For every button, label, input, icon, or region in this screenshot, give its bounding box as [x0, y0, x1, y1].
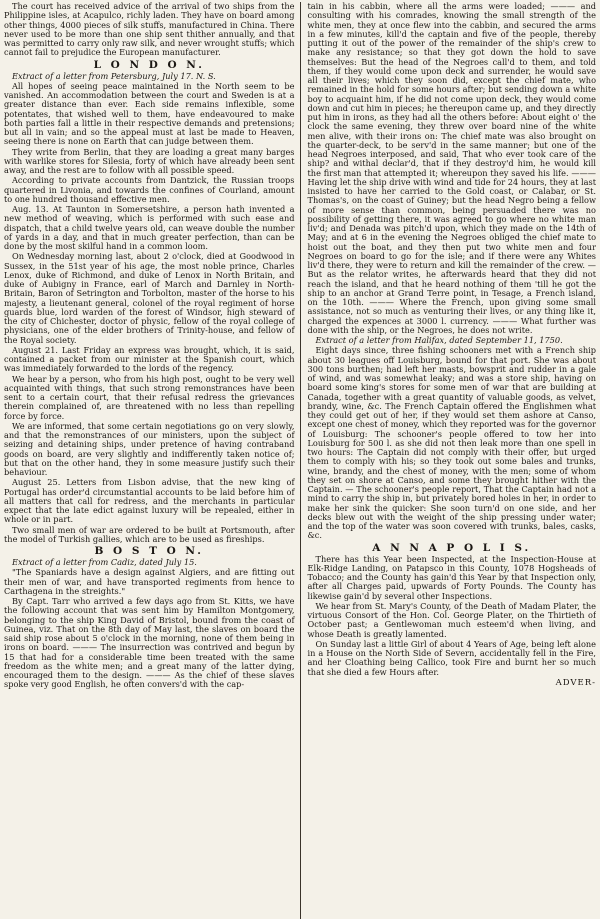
news-paragraph: On Wednesday morning last, about 2 o'clock, died at Goodwood in Sussex, in the 51st year of his age, the most noble prince, Charles Lenox, duke of Richmond, and duke of Lenox in North Britain, and duke of Aubigny in France, earl of March and Darnley in North-Britain, Baron of Setrington and Torbolton, master of the horse to his majesty, a lieutenant general, colonel of the royal regiment of horse guards blue, lord warden of the forest of Windsor, high steward of the city of Chichester, doctor of physic, fellow of the royal college of physicians, one of the elder brothers of Trinity-house, and fellow of the Royal society.: [4, 251, 295, 345]
section-heading-annapolis: A N N A P O L I S.: [372, 541, 532, 554]
extract-heading: Extract of a letter from Petersburg, July 17. N. S.: [12, 70, 216, 81]
news-paragraph: All hopes of seeing peace maintained in the North seem to be vanished. An accommodation between the court and Sweden is at a greater distance than ever. Each side remains inflexible, some potentates, that wished well to them, have endeavoured to make both parties fall a little in their respective demands and pretensions; but all in vain; and so the appeal must at last be made to Heaven, seeing there is none on Earth that can judge between them.: [4, 80, 295, 147]
news-paragraph: The court has received advice of the arrival of two ships from the Philippine isles, at Acapulco, richly laden. They have on board among other things, 4000 pieces of silk stuffs, manufactured in China. There never used to be more than one ship sent thither annually, and that was permitted to carry only raw silk, and never wrought stuffs; which cannot fail to prejudice the European manufacturer.: [4, 2, 295, 58]
section-heading-london: L O N D O N.: [93, 58, 205, 71]
left-column: [4, 2, 299, 919]
news-paragraph: There has this Year been Inspected, at the Inspection-House at Elk-Ridge Landing, on Patapsco in this County, 1078 Hogsheads of Tobacco; and the County has gain'd this Year by that Inspection only, after all Charges paid, upwards of Forty Pounds. The County has likewise gain'd by several other Inspections.: [307, 553, 596, 601]
news-paragraph: According to private accounts from Dantzick, the Russian troops quartered in Livonia, and towards the confines of Courland, amount to one hundred thousand effective men.: [4, 175, 295, 204]
catchword: ADVER-: [555, 677, 596, 688]
news-paragraph: August 25. Letters from Lisbon advise, that the new king of Portugal has order'd circumstantial accounts to be laid before him of all matters that call for redress, and the merchants in particular expect that the late edict against luxury will be repealed, either in whole or in part.: [4, 477, 295, 525]
news-paragraph: tain in his cabbin, where all the arms were loaded; ——— and consulting with his comrades, knowing the small strength of the white men, they at once flew into the cabbin, and secured the arms in a few minutes, kill'd the captain and five of the people, thereby putting it out of the power of the remainder of the ship's crew to make any resistance; so that they got down the hold to save themselves: But the head of the Negroes call'd to them, and told them, if they would come upon deck and surrender, he would save all their lives; which they soon did, except the chief mate, who remained in the hold for some hours after; but sending down a white boy to acquaint him, if he did not come upon deck, they would come down and cut him in pieces; he thereupon came up, and they directly put him in irons, as they had all the others before: About eight o' the clock the same evening, they threw over board nine of the white men alive, with their irons on: The chief mate was also brought on the quarter-deck, to be serv'd in the same manner; but one of the head Negroes interposed, and said, That who ever took care of the ship? and withal declar'd, that if they destroy'd him, he would kill the first man that attempted it; whereupon they saved his life. ——— Having let the ship drive with wind and tide for 24 hours, they at last insisted to have her carried to the Gold coast, or Calabar, or St. Thomas's, on the coast of Guiney; but the head Negro being a fellow of more sense than common, being persuaded there was no possibility of getting there, it was agreed to go where no white man liv'd; and Denada was pitch'd upon, which they made on the 14th of May; and at 6 in the evening the Negroes obliged the chief mate to hoist out the boat, and they then put two white men and four Negroes on board to go for the isle; and if there were any Whites liv'd there, they were to return and kill the remainder of the crew. — But as the relator writes, he afterwards heard that they did not reach the island, and that he heard nothing of them 'till he got the ship to an anchor at Grand Terre point, in Tesage, a French island, on the 10th. ——— Where the French, upon giving some small assistance, not so much as venturing their lives, or any thing like it, charged the expences at 3000 l. currency. ——— What further was done with the ship, or the Negroes, he does not write.: [307, 2, 596, 335]
news-paragraph: Aug. 13. At Taunton in Somersetshire, a person hath invented a new method of weaving, which is performed with such ease and dispatch, that a child twelve years old, can weave double the number of yards in a day, and that in much greater perfection, than can be done by the most skilful hand in a common loom.: [4, 204, 295, 251]
column-divider: [300, 2, 301, 919]
section-heading-boston: B O S T O N.: [94, 545, 204, 557]
news-paragraph: We hear from St. Mary's County, of the Death of Madam Plater, the virtuous Consort of the Hon. Col. George Plater, on the Thirtieth of October past; a Gentlewoman much esteem'd when living, and whose Death is greatly lamented.: [307, 600, 596, 639]
news-paragraph: Eight days since, three fishing schooners met with a French ship about 30 leagues off Louisburg, bound for that port. She was about 300 tons burthen; had left her masts, bowsprit and rudder in a gale of wind, and was somewhat leaky; and was a store ship, having on board some king's stores for some men of war that are building at Canada, together with a great quantity of valuable goods, as velvet, brandy, wine, &c. The French Captain offered the Englishmen what they could get out of her, if they would set them ashore at Canso, except one chest of money, which they reported was for the governor of Louisburg: The schooner's people offered to tow her into Louisburg for 500 l. as she did not then leak more than one spell in two hours: The Captain did not comply with their offer, but urged them to comply with his; so they took out some bales and trunks, wine, brandy, and the chest of money, with the men; some of whom they set on shore at Canso, and some they brought hither with the Captain. — The schooner's people report, That the Captain had not a mind to carry the ship in, but privately bored holes in her, in order to make her sink the quicker: She soon turn'd on one side, and her decks blew out with the weight of the ship pressing under water; and the top of the water was soon covered with trunks, bales, casks, &c.: [307, 345, 596, 541]
extract-heading: Extract of a letter from Cadiz, dated July 15.: [12, 557, 197, 567]
news-paragraph: We hear by a person, who from his high post, ought to be very well acquainted with things, that such strong remonstrances have been sent to a certain court, that their refusal redress the grievances therein complained of, are threatened with no less than repelling force by force.: [4, 373, 295, 421]
extract-heading: Extract of a letter from Halifax, dated September 11, 1750.: [315, 335, 563, 345]
news-paragraph: On Sunday last a little Girl of about 4 Years of Age, being left alone in a House on the North Side of Severn, accidentally fell in the Fire, and her Cloathing being Callico, took Fire and burnt her so much that she died a few Hours after.: [307, 638, 596, 677]
news-paragraph: Two small men of war are ordered to be built at Portsmouth, after the model of Turkish gallies, which are to be used as fireships.: [4, 524, 295, 544]
right-column: [302, 2, 597, 919]
news-paragraph: We are informed, that some certain negotiations go on very slowly, and that the remonstrances of our ministers, upon the subject of seizing and detaining ships, under pretence of having contraband goods on board, are very slightly and indifferently taken notice of; but that on the other hand, they in some measure justify such their behaviour.: [4, 420, 295, 477]
news-paragraph: By Capt. Tarr who arrived a few days ago from St. Kitts, we have the following account that was sent him by Hamilton Montgomery, belonging to the ship King David of Bristol, bound from the coast of Guinea, viz. That on the 8th day of May last, the slaves on board the said ship rose about 5 o'clock in the morning, none of them being in irons on board. ——— The insurrection was contrived and begun by 15 that had for a considerable time been treated with the same freedom as the white men; and a great many of the latter dying, encouraged them to the design. ——— As the chief of these slaves spoke very good English, he often convers'd with the cap-: [4, 596, 295, 690]
news-paragraph: "The Spaniards have a design against Algiers, and are fitting out their men of war, and have transported regiments from hence to Carthagena in the streights.": [4, 567, 295, 596]
news-paragraph: They write from Berlin, that they are loading a great many barges with warlike stores for Silesia, forty of which have already been sent away, and the rest are to follow with all possible speed.: [4, 146, 295, 175]
news-paragraph: August 21. Last Friday an express was brought, which, it is said, contained a packet from our minister at the Spanish court, which was immediately forwarded to the lords of the regency.: [4, 344, 295, 374]
